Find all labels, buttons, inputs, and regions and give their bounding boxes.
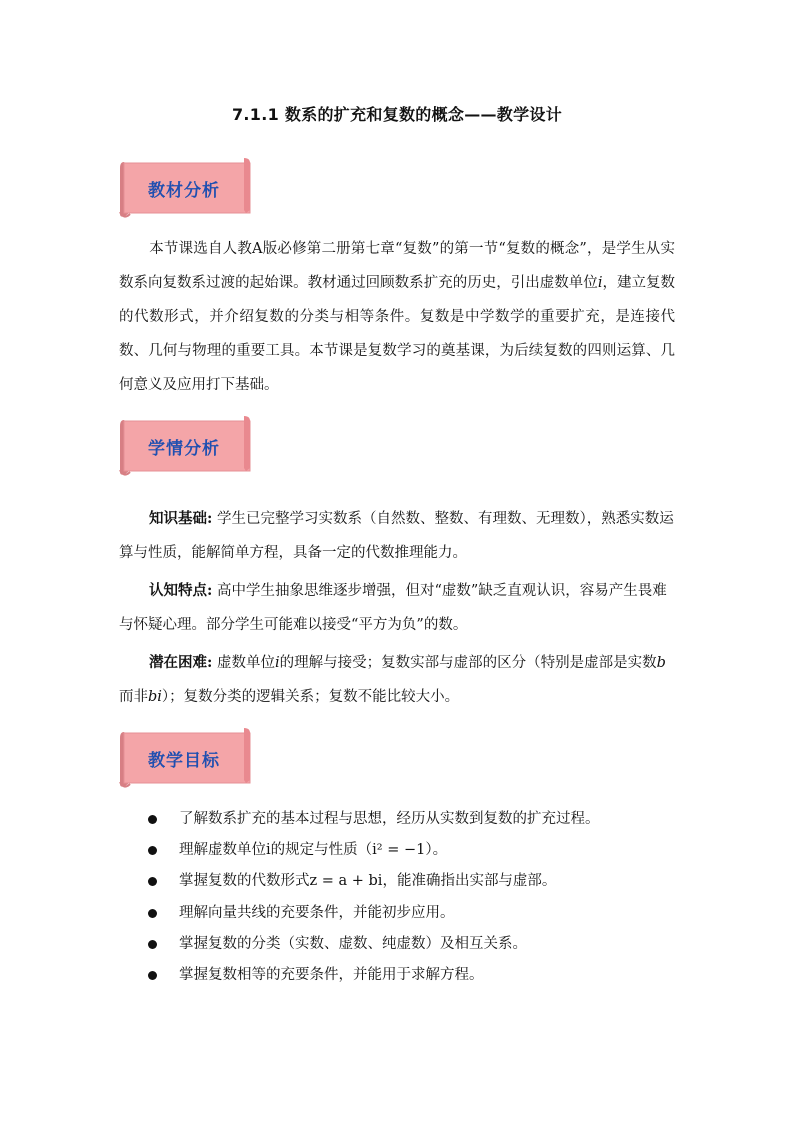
student-potential-difficulties <box>119 646 679 714</box>
section-heading-textbook: 教材分析 <box>148 181 220 201</box>
bullet-icon <box>148 815 157 824</box>
bullet-icon <box>148 909 157 918</box>
list-item <box>148 835 688 866</box>
item-text: 的理解与接受；复数实部与虚部的区分（特别是虚部是实数 <box>279 655 657 671</box>
section-heading-students: 学情分析 <box>148 439 220 459</box>
bullet-icon <box>148 877 157 886</box>
math-expression-bi: bi <box>148 689 162 705</box>
bullet-icon <box>148 971 157 980</box>
textbook-analysis-paragraph <box>119 232 675 402</box>
goal-text: 掌握复数相等的充要条件，并能用于求解方程。 <box>179 966 484 983</box>
goal-text: 理解虚数单位i的规定与性质（i² = −1）。 <box>179 842 448 859</box>
bullet-icon <box>148 846 157 855</box>
list-item <box>148 929 688 960</box>
goal-text: 掌握复数的代数形式z = a + bi，能准确指出实部与虚部。 <box>179 873 557 890</box>
section-banner-textbook-analysis <box>116 158 256 220</box>
math-variable-i: i <box>597 275 603 291</box>
list-item <box>148 866 688 897</box>
item-lead: 知识基础: <box>149 510 213 527</box>
math-variable-b: b <box>656 655 666 671</box>
list-item <box>148 898 688 929</box>
item-lead: 认知特点: <box>149 582 213 599</box>
item-text: ）；复数分类的逻辑关系；复数不能比较大小。 <box>161 689 460 705</box>
bullet-icon <box>148 940 157 949</box>
item-text: 而非 <box>119 689 148 705</box>
item-text: 学生已完整学习实数系（自然数、整数、有理数、无理数），熟悉实数运算与性质，能解简单方程，具备一定的代数推理能力。 <box>119 511 674 561</box>
section-banner-teaching-goals <box>116 728 256 790</box>
teaching-goals-list <box>148 804 688 991</box>
item-text: 虚数单位 <box>212 655 275 671</box>
section-heading-goals: 教学目标 <box>148 751 220 771</box>
list-item <box>148 804 688 835</box>
math-variable-i: i <box>274 655 280 671</box>
goal-text: 理解向量共线的充要条件，并能初步应用。 <box>179 904 455 921</box>
textbook-text-part-1: 本节课选自人教A版必修第二册第七章“复数”的第一节“复数的概念”，是学生从实数系向复数系过渡的起始课。教材通过回顾数系扩充的历史，引出虚数单位 <box>119 241 675 291</box>
section-banner-student-analysis <box>116 416 256 478</box>
textbook-text-part-2: ，建立复数的代数形式，并介绍复数的分类与相等条件。复数是中学数学的重要扩充，是连接代数、几何与物理的重要工具。本节课是复数学习的奠基课，为后续复数的四则运算、几何意义及应用打下基础。 <box>119 275 676 393</box>
item-text: 高中学生抽象思维逐步增强，但对“虚数”缺乏直观认识，容易产生畏难与怀疑心理。部分学生可能难以接受“平方为负”的数。 <box>119 583 667 633</box>
item-lead: 潜在困难: <box>149 654 213 671</box>
student-knowledge-basis <box>119 502 679 570</box>
student-cognitive-traits <box>119 574 679 642</box>
document-title: 7.1.1 数系的扩充和复数的概念——教学设计 <box>231 105 563 124</box>
goal-text: 掌握复数的分类（实数、虚数、纯虚数）及相互关系。 <box>179 935 527 952</box>
goal-text: 了解数系扩充的基本过程与思想，经历从实数到复数的扩充过程。 <box>179 811 600 827</box>
list-item <box>148 960 688 991</box>
